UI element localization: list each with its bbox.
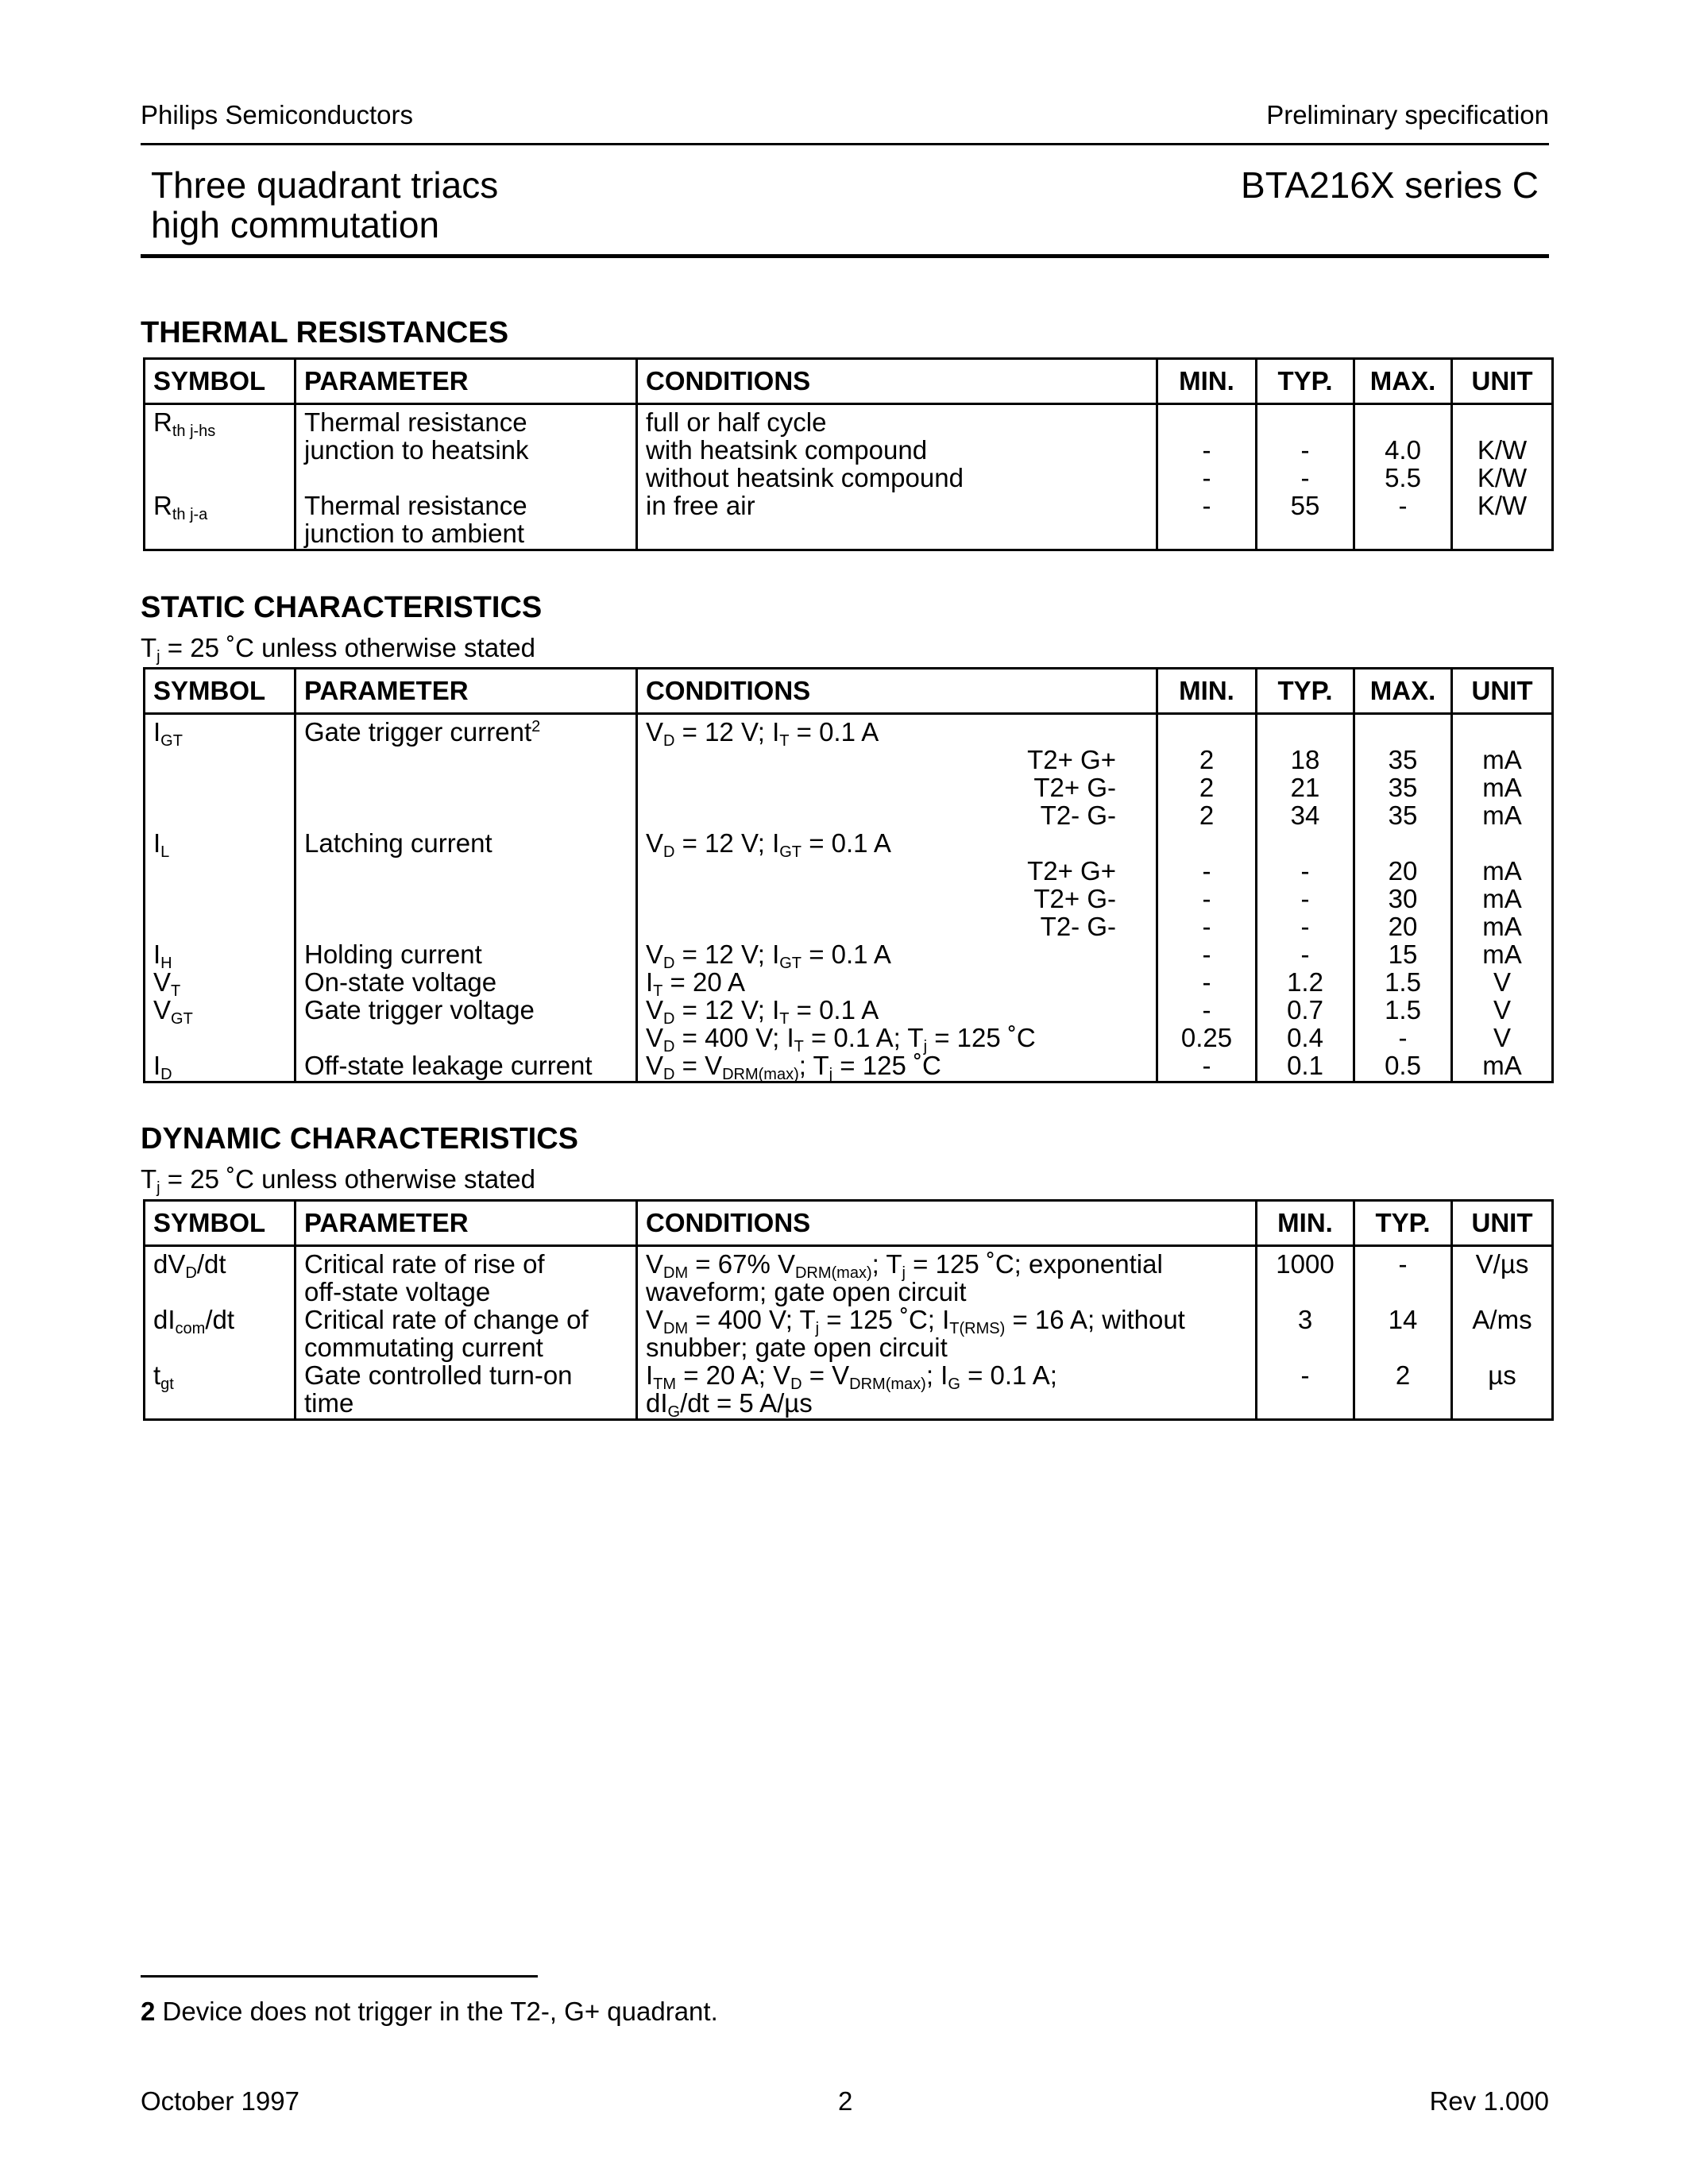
dynamic-title: DYNAMIC CHARACTERISTICS [141, 1122, 578, 1156]
table-header-row [145, 669, 1553, 714]
col-unit: UNIT [1452, 359, 1553, 404]
symbol-vt: $V_T$ [153, 967, 181, 1000]
min-cell: 2 2 2 - - - - - - 0.25 - [1157, 714, 1257, 1082]
parameter-cell: Thermal resistance junction to heatsink Thermal resistance junction to ambient [295, 404, 637, 550]
col-typ: TYP. [1257, 359, 1354, 404]
col-typ: TYP. [1257, 669, 1354, 714]
max-cell: 4.0 5.5 - [1354, 404, 1452, 550]
symbol-rth-ja: $R_{th j-a}$ [153, 491, 208, 523]
symbol-igt: $I_{GT}$ [153, 717, 183, 750]
document-title [151, 165, 498, 245]
symbol-dicom-dt: $dI_{com}/dt$ [153, 1305, 235, 1337]
col-conditions: CONDITIONS [637, 1201, 1257, 1246]
table-row [145, 1246, 1553, 1420]
footnote: 2 Device does not trigger in the T2-, G+ quadrant. [141, 1997, 718, 2026]
table-row [145, 404, 1553, 550]
conditions-cell: $V_{DM} = 67\%$ $V_{DRM(max)}$; $T_j = 125$ ˚C; exponential waveform; gate open circuit $V_{DM} = 400$ V; $T_j = 125$ ˚C; $I_{T(RMS)} = 16$ A; without snubber; gate open circuit $I_{TM} = 20$ A; $V_D = V_{DRM(max)}$; $I_G = 0.1$ A; $dI_G/dt = 5$ A/µs [637, 1246, 1257, 1420]
symbol-tgt: $t_{gt}$ [153, 1360, 174, 1393]
symbol-id: $I_D$ [153, 1051, 172, 1083]
parameter-cell: Gate trigger current$^2$ Latching current Holding current On-state voltage Gate trigger voltage Off-state leakage current [295, 714, 637, 1082]
table-header-row [145, 359, 1553, 404]
title-rule [141, 254, 1549, 258]
col-unit: UNIT [1452, 1201, 1553, 1246]
max-cell: 35 35 35 20 30 20 15 1.5 1.5 - 0.5 [1354, 714, 1452, 1082]
col-conditions: CONDITIONS [637, 359, 1157, 404]
symbol-cell [145, 714, 295, 1082]
footnote-rule [141, 1975, 538, 1978]
thermal-table [143, 357, 1554, 551]
unit-cell: mA mA mA mA mA mA mA V V V mA [1452, 714, 1553, 1082]
static-note: $T_j = 25$ ˚C unless otherwise stated [141, 633, 535, 666]
col-symbol: SYMBOL [145, 669, 295, 714]
symbol-vgt: $V_{GT}$ [153, 995, 193, 1028]
col-typ: TYP. [1354, 1201, 1452, 1246]
col-unit: UNIT [1452, 669, 1553, 714]
col-max: MAX. [1354, 669, 1452, 714]
dynamic-note: $T_j = 25$ ˚C unless otherwise stated [141, 1164, 535, 1197]
min-cell: - - - [1157, 404, 1257, 550]
footer-revision: Rev 1.000 [1429, 2086, 1549, 2116]
col-conditions: CONDITIONS [637, 669, 1157, 714]
symbol-cell [145, 404, 295, 550]
col-parameter: PARAMETER [295, 669, 637, 714]
footer-page-number: 2 [838, 2086, 853, 2116]
symbol-rth-jhs: $R_{th j-hs}$ [153, 407, 216, 440]
company-name: Philips Semiconductors [141, 100, 413, 129]
col-parameter: PARAMETER [295, 1201, 637, 1246]
typ-cell: - - 55 [1257, 404, 1354, 550]
dynamic-table [143, 1199, 1554, 1421]
col-parameter: PARAMETER [295, 359, 637, 404]
table-row [145, 714, 1553, 1082]
static-title: STATIC CHARACTERISTICS [141, 591, 543, 624]
static-table [143, 667, 1554, 1083]
title-line-1: Three quadrant triacs [151, 164, 499, 206]
min-cell: 1000 3 - [1257, 1246, 1354, 1420]
title-line-2: high commutation [151, 204, 440, 245]
part-series: BTA216X series C [1241, 164, 1539, 206]
document-type: Preliminary specification [1266, 100, 1549, 129]
col-min: MIN. [1157, 669, 1257, 714]
col-max: MAX. [1354, 359, 1452, 404]
typ-cell: 18 21 34 - - - - 1.2 0.7 0.4 0.1 [1257, 714, 1354, 1082]
conditions-cell: $V_D = 12$ V; $I_T = 0.1$ A T2+ G+ T2+ G- T2- G- $V_D = 12$ V; $I_{GT} = 0.1$ A T2+ G+ T2+ G- T2- G- $V_D = 12$ V; $I_{GT} = 0.1$ A $I_T = 20$ A $V_D = 12$ V; $I_T = 0.1$ A $V_D = 400$ V; $I_T = 0.1$ A; $T_j = 125$ ˚C $V_D = V_{DRM(max)}$; $T_j = 125$ ˚C [637, 714, 1157, 1082]
symbol-cell [145, 1246, 295, 1420]
typ-cell: - 14 2 [1354, 1246, 1452, 1420]
col-symbol: SYMBOL [145, 1201, 295, 1246]
thermal-title: THERMAL RESISTANCES [141, 316, 509, 349]
symbol-dvd-dt: $dV_D/dt$ [153, 1249, 226, 1282]
parameter-cell: Critical rate of rise of off-state voltage Critical rate of change of commutating current Gate controlled turn-on time [295, 1246, 637, 1420]
col-symbol: SYMBOL [145, 359, 295, 404]
unit-cell: V/µs A/ms µs [1452, 1246, 1553, 1420]
col-min: MIN. [1257, 1201, 1354, 1246]
footer-date: October 1997 [141, 2086, 299, 2116]
symbol-il: $I_L$ [153, 828, 170, 861]
table-header-row [145, 1201, 1553, 1246]
col-min: MIN. [1157, 359, 1257, 404]
conditions-cell: full or half cycle with heatsink compound without heatsink compound in free air [637, 404, 1157, 550]
symbol-ih: $I_H$ [153, 940, 172, 972]
unit-cell: K/W K/W K/W [1452, 404, 1553, 550]
header-rule [141, 143, 1549, 145]
